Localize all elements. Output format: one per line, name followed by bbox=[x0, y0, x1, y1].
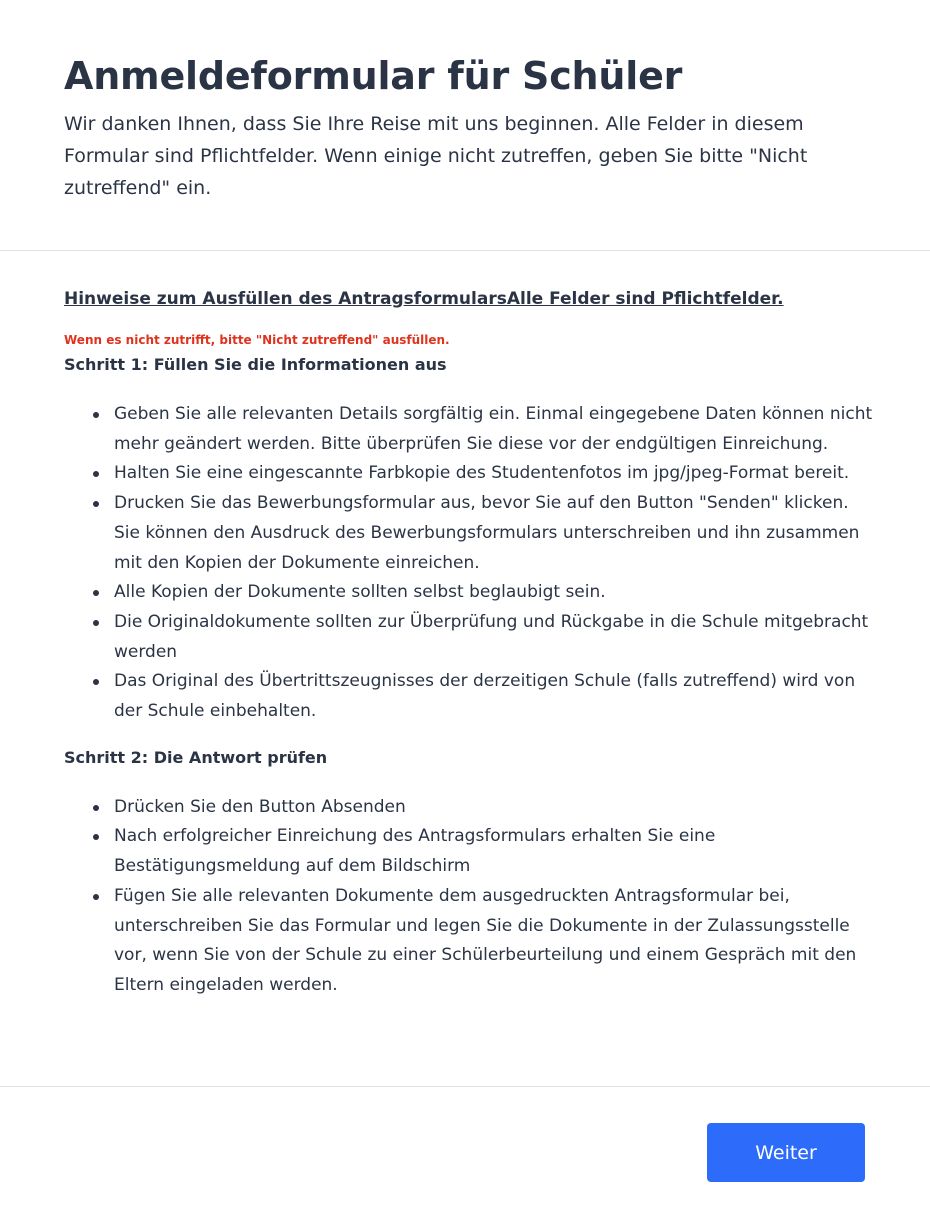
step2-list bbox=[64, 793, 866, 1001]
page-title: Anmeldeformular für Schüler bbox=[64, 54, 683, 98]
instructions-section bbox=[0, 251, 930, 1087]
step1-title: Schritt 1: Füllen Sie die Informationen aus bbox=[64, 355, 447, 374]
list-item: Halten Sie eine eingescannte Farbkopie des Studentenfotos im jpg/jpeg-Format bereit. bbox=[114, 459, 874, 489]
next-button[interactable]: Weiter bbox=[707, 1123, 865, 1182]
form-footer bbox=[0, 1088, 930, 1217]
page-subtitle: Wir danken Ihnen, dass Sie Ihre Reise mit uns beginnen. Alle Felder in diesem Formular sind Pflichtfelder. Wenn einige nicht zutreffen, geben Sie bitte "Nicht zutreffend" ein. bbox=[64, 113, 808, 199]
list-item: Das Original des Übertrittszeugnisses der derzeitigen Schule (falls zutreffend) wird von der Schule einbehalten. bbox=[114, 667, 874, 726]
not-applicable-warning: Wenn es nicht zutrifft, bitte "Nicht zutreffend" ausfüllen. bbox=[64, 333, 450, 347]
list-item: Drucken Sie das Bewerbungsformular aus, bevor Sie auf den Button "Senden" klicken. Sie können den Ausdruck des Bewerbungsformulars unterschreiben und ihn zusammen mit den Kopien der Dokumente einreichen. bbox=[114, 489, 874, 578]
list-item: Alle Kopien der Dokumente sollten selbst beglaubigt sein. bbox=[114, 578, 874, 608]
list-item: Nach erfolgreicher Einreichung des Antragsformulars erhalten Sie eine Bestätigungsmeldung auf dem Bildschirm bbox=[114, 822, 874, 881]
list-item: Drücken Sie den Button Absenden bbox=[114, 793, 874, 823]
form-header bbox=[0, 0, 930, 251]
list-item: Fügen Sie alle relevanten Dokumente dem ausgedruckten Antragsformular bei, unterschreiben Sie das Formular und legen Sie die Dokumente in der Zulassungsstelle vor, wenn Sie von der Schule zu einer Schülerbeurteilung und einem Gespräch mit den Eltern eingeladen werden. bbox=[114, 882, 874, 1001]
list-item: Geben Sie alle relevanten Details sorgfältig ein. Einmal eingegebene Daten können nicht mehr geändert werden. Bitte überprüfen Sie diese vor der endgültigen Einreichung. bbox=[114, 400, 874, 459]
step2-title: Schritt 2: Die Antwort prüfen bbox=[64, 747, 328, 767]
step1-list bbox=[64, 400, 873, 727]
list-item: Die Originaldokumente sollten zur Überprüfung und Rückgabe in die Schule mitgebracht werden bbox=[114, 608, 874, 667]
instructions-heading: Hinweise zum Ausfüllen des AntragsformularsAlle Felder sind Pflichtfelder. bbox=[64, 289, 784, 309]
